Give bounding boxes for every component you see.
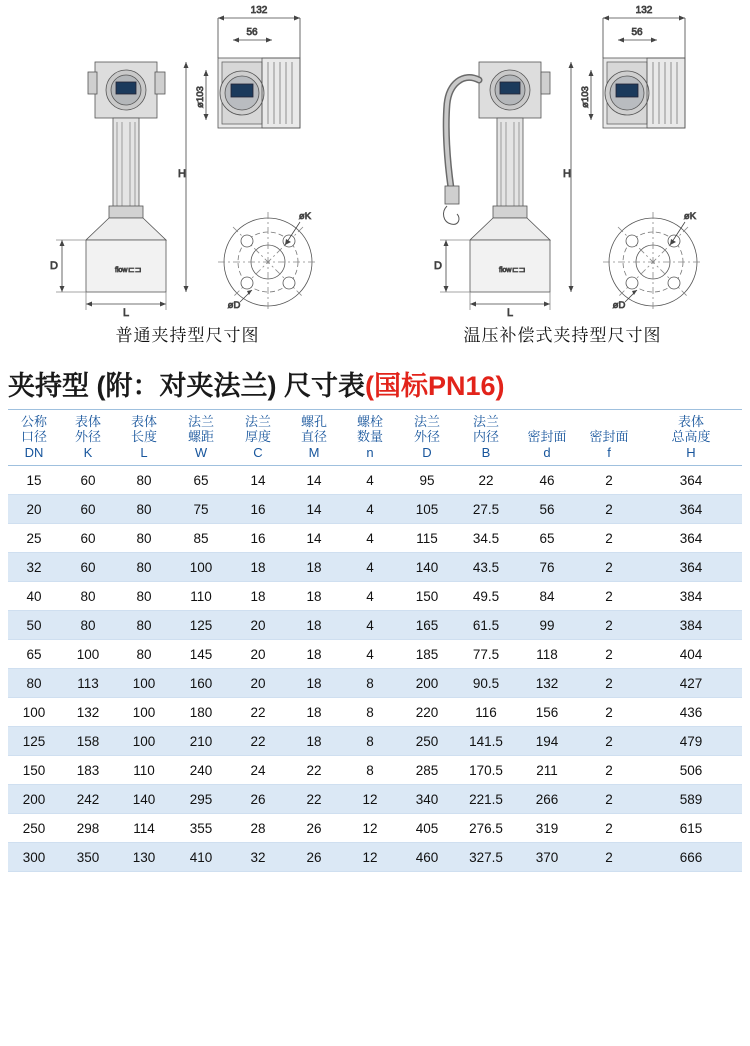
table-cell: 8 [342,668,398,697]
diagram-temp-pressure-compensated [375,0,750,358]
table-cell: 100 [116,668,172,697]
col-header-dn-sym: DN [24,444,44,460]
table-cell: 22 [230,726,286,755]
table-cell: 16 [230,523,286,552]
table-cell: 26 [286,842,342,871]
table-cell: 2 [578,610,640,639]
table-row [8,523,742,552]
table-cell: 145 [172,639,230,668]
table-cell: 60 [60,494,116,523]
table-row [8,842,742,871]
table-cell: 40 [8,581,60,610]
table-cell: 65 [516,523,578,552]
col-header-seal-face-f [578,410,640,466]
svg-text:H: H [563,168,571,180]
svg-text:øD: øD [227,300,241,311]
table-cell: 60 [60,465,116,494]
table-cell: 118 [516,639,578,668]
col-header-body-od-l1: 表体 [74,414,101,429]
table-cell: 18 [286,581,342,610]
table-cell: 2 [578,581,640,610]
table-cell: 221.5 [456,784,516,813]
table-cell: 156 [516,697,578,726]
table-cell: 276.5 [456,813,516,842]
table-cell: 22 [456,465,516,494]
table-cell: 65 [172,465,230,494]
table-cell: 18 [286,726,342,755]
table-cell: 4 [342,523,398,552]
table-cell: 384 [640,581,742,610]
table-cell: 18 [286,610,342,639]
table-cell: 110 [172,581,230,610]
svg-text:L: L [506,307,514,319]
table-cell: 8 [342,726,398,755]
col-header-body-od-sym: K [83,444,93,460]
col-header-flange-thickness-l2: 厚度 [244,429,271,445]
table-cell: 115 [398,523,456,552]
table-cell: 80 [60,581,116,610]
col-header-total-height [640,410,742,466]
table-cell: 114 [116,813,172,842]
table-cell: 28 [230,813,286,842]
table-cell: 2 [578,552,640,581]
table-cell: 26 [230,784,286,813]
svg-text:ø103: ø103 [580,86,591,108]
table-cell: 436 [640,697,742,726]
table-cell: 405 [398,813,456,842]
col-header-flange-id-sym: B [481,444,491,460]
table-cell: 140 [116,784,172,813]
table-cell: 2 [578,726,640,755]
table-cell: 2 [578,523,640,552]
table-cell: 75 [172,494,230,523]
section-title [0,358,750,407]
table-cell: 250 [398,726,456,755]
table-cell: 242 [60,784,116,813]
table-cell: 80 [116,494,172,523]
table-cell: 200 [398,668,456,697]
col-header-seal-face-d [516,410,578,466]
table-cell: 110 [116,755,172,784]
table-cell: 210 [172,726,230,755]
table-cell: 4 [342,639,398,668]
col-header-seal-face-d-l2: 密封面 [527,429,567,445]
table-cell: 80 [116,465,172,494]
section-title-main: 夹持型 (附：对夹法兰) 尺寸表 [8,371,365,401]
svg-text:øK: øK [298,211,312,222]
table-cell: 95 [398,465,456,494]
col-header-hole-diameter-l2: 直径 [300,429,327,445]
table-cell: 327.5 [456,842,516,871]
table-cell: 20 [230,668,286,697]
diagram-caption-standard: 普通夹持型尺寸图 [115,326,260,345]
col-header-body-length-l2: 长度 [130,429,157,445]
table-cell: 100 [172,552,230,581]
col-header-body-length-sym: L [140,444,148,460]
table-cell: 80 [116,552,172,581]
table-row [8,494,742,523]
col-header-total-height-sym: H [686,444,696,460]
table-cell: 2 [578,755,640,784]
col-header-dn-l1: 公称 [20,414,47,429]
table-cell: 298 [60,813,116,842]
table-cell: 2 [578,784,640,813]
svg-text:øK: øK [683,211,697,222]
table-cell: 26 [286,813,342,842]
table-row [8,755,742,784]
col-header-flange-pitch-sym: W [194,444,208,460]
table-cell: 100 [116,726,172,755]
table-cell: 90.5 [456,668,516,697]
col-header-flange-od-sym: D [422,444,432,460]
table-cell: 18 [230,552,286,581]
table-cell: 24 [230,755,286,784]
table-cell: 300 [8,842,60,871]
svg-text:ø103: ø103 [195,86,206,108]
table-cell: 506 [640,755,742,784]
temp-pressure-clamp-drawing [375,0,750,358]
table-cell: 85 [172,523,230,552]
table-cell: 15 [8,465,60,494]
table-cell: 364 [640,465,742,494]
table-cell: 113 [60,668,116,697]
table-cell: 27.5 [456,494,516,523]
table-cell: 132 [60,697,116,726]
table-cell: 34.5 [456,523,516,552]
table-cell: 116 [456,697,516,726]
col-header-body-od [60,410,116,466]
table-cell: 2 [578,697,640,726]
col-header-total-height-l1: 表体 [677,414,704,429]
col-header-flange-id [456,410,516,466]
table-cell: 80 [116,581,172,610]
table-cell: 364 [640,523,742,552]
col-header-bolt-count-sym: n [366,444,374,460]
table-cell: 56 [516,494,578,523]
svg-text:132: 132 [250,5,268,16]
table-cell: 295 [172,784,230,813]
table-cell: 14 [230,465,286,494]
svg-text:132: 132 [635,5,653,16]
col-header-flange-pitch [172,410,230,466]
col-header-hole-diameter-l1: 螺孔 [300,414,327,429]
table-row [8,465,742,494]
svg-text:flow: flow [499,267,512,274]
table-cell: 18 [286,639,342,668]
col-header-flange-thickness-sym: C [253,444,263,460]
table-cell: 4 [342,581,398,610]
table-cell: 18 [286,668,342,697]
table-cell: 132 [516,668,578,697]
diagram-area [0,0,750,358]
table-cell: 364 [640,552,742,581]
table-cell: 50 [8,610,60,639]
table-cell: 32 [8,552,60,581]
table-cell: 18 [286,697,342,726]
table-cell: 14 [286,465,342,494]
table-cell: 20 [8,494,60,523]
table-row [8,668,742,697]
table-cell: 364 [640,494,742,523]
col-header-flange-od-l1: 法兰 [413,414,440,429]
table-cell: 100 [60,639,116,668]
col-header-seal-face-f-sym: f [607,444,611,460]
table-cell: 460 [398,842,456,871]
col-header-seal-face-d-sym: d [543,444,551,460]
col-header-body-length [116,410,172,466]
col-header-flange-od [398,410,456,466]
table-cell: 61.5 [456,610,516,639]
table-cell: 12 [342,784,398,813]
col-header-hole-diameter-sym: M [308,444,320,460]
table-cell: 100 [116,697,172,726]
table-cell: 170.5 [456,755,516,784]
col-header-total-height-l2: 总高度 [671,429,711,445]
table-cell: 266 [516,784,578,813]
col-header-body-od-l2: 外径 [74,429,101,445]
table-cell: 370 [516,842,578,871]
table-cell: 319 [516,813,578,842]
table-cell: 125 [172,610,230,639]
col-header-flange-pitch-l2: 螺距 [187,429,214,445]
table-cell: 384 [640,610,742,639]
table-cell: 250 [8,813,60,842]
table-cell: 32 [230,842,286,871]
diagram-caption-temp-pressure: 温压补偿式夹持型尺寸图 [463,326,662,345]
table-cell: 2 [578,639,640,668]
table-cell: 427 [640,668,742,697]
table-cell: 8 [342,755,398,784]
table-cell: 4 [342,552,398,581]
table-cell: 43.5 [456,552,516,581]
table-cell: 4 [342,610,398,639]
table-cell: 2 [578,494,640,523]
table-cell: 8 [342,697,398,726]
table-cell: 105 [398,494,456,523]
table-cell: 2 [578,668,640,697]
table-cell: 22 [286,755,342,784]
table-cell: 80 [116,639,172,668]
table-cell: 2 [578,842,640,871]
table-cell: 18 [230,581,286,610]
table-row [8,813,742,842]
table-row [8,784,742,813]
table-cell: 16 [230,494,286,523]
table-row [8,581,742,610]
table-cell: 12 [342,813,398,842]
table-cell: 2 [578,813,640,842]
table-cell: 350 [60,842,116,871]
table-cell: 125 [8,726,60,755]
table-cell: 194 [516,726,578,755]
table-cell: 14 [286,494,342,523]
table-cell: 99 [516,610,578,639]
table-cell: 76 [516,552,578,581]
standard-clamp-drawing [0,0,375,358]
table-cell: 18 [286,552,342,581]
col-header-flange-thickness [230,410,286,466]
col-header-dn-l2: 口径 [20,429,47,445]
table-cell: 410 [172,842,230,871]
table-cell: 14 [286,523,342,552]
col-header-bolt-count-l2: 数量 [356,429,383,445]
svg-text:56: 56 [631,27,643,38]
col-header-bolt-count [342,410,398,466]
table-cell: 220 [398,697,456,726]
col-header-seal-face-f-l2: 密封面 [589,429,629,445]
svg-text:D: D [434,260,442,272]
col-header-flange-od-l2: 外径 [413,429,440,445]
table-row [8,552,742,581]
table-cell: 80 [8,668,60,697]
table-body [8,465,742,871]
table-cell: 200 [8,784,60,813]
table-cell: 80 [116,523,172,552]
table-row [8,697,742,726]
table-cell: 615 [640,813,742,842]
table-cell: 46 [516,465,578,494]
col-header-dn [8,410,60,466]
table-cell: 404 [640,639,742,668]
table-row [8,610,742,639]
table-cell: 165 [398,610,456,639]
col-header-hole-diameter [286,410,342,466]
table-cell: 150 [8,755,60,784]
table-cell: 22 [286,784,342,813]
table-cell: 479 [640,726,742,755]
table-cell: 160 [172,668,230,697]
table-cell: 355 [172,813,230,842]
table-row [8,639,742,668]
col-header-bolt-count-l1: 螺栓 [356,414,383,429]
svg-text:L: L [122,307,130,319]
table-cell: 80 [60,610,116,639]
col-header-flange-pitch-l1: 法兰 [187,414,214,429]
table-cell: 60 [60,523,116,552]
table-cell: 185 [398,639,456,668]
table-cell: 4 [342,465,398,494]
table-cell: 211 [516,755,578,784]
table-cell: 141.5 [456,726,516,755]
table-cell: 20 [230,610,286,639]
table-cell: 84 [516,581,578,610]
table-cell: 183 [60,755,116,784]
table-cell: 158 [60,726,116,755]
table-cell: 2 [578,465,640,494]
col-header-flange-id-l2: 内径 [472,429,499,445]
table-cell: 65 [8,639,60,668]
table-cell: 80 [116,610,172,639]
table-cell: 240 [172,755,230,784]
table-cell: 140 [398,552,456,581]
svg-text:flow: flow [115,267,128,274]
dimension-table [8,409,742,872]
table-cell: 180 [172,697,230,726]
section-title-standard: (国标PN16) [365,371,505,401]
svg-text:56: 56 [246,27,258,38]
diagram-standard-clamp-type [0,0,375,358]
col-header-flange-thickness-l1: 法兰 [244,414,271,429]
svg-text:D: D [50,260,58,272]
table-cell: 285 [398,755,456,784]
table-row [8,726,742,755]
table-cell: 25 [8,523,60,552]
svg-text:H: H [178,168,186,180]
table-cell: 100 [8,697,60,726]
table-cell: 20 [230,639,286,668]
table-cell: 49.5 [456,581,516,610]
table-cell: 77.5 [456,639,516,668]
table-cell: 4 [342,494,398,523]
table-cell: 340 [398,784,456,813]
col-header-flange-id-l1: 法兰 [472,414,499,429]
table-header [8,410,742,466]
table-cell: 589 [640,784,742,813]
svg-text:⊏⊐: ⊏⊐ [512,265,526,274]
svg-text:⊏⊐: ⊏⊐ [128,265,142,274]
table-cell: 60 [60,552,116,581]
table-cell: 12 [342,842,398,871]
table-cell: 22 [230,697,286,726]
col-header-body-length-l1: 表体 [130,414,157,429]
table-cell: 150 [398,581,456,610]
table-cell: 130 [116,842,172,871]
svg-text:øD: øD [612,300,626,311]
table-cell: 666 [640,842,742,871]
